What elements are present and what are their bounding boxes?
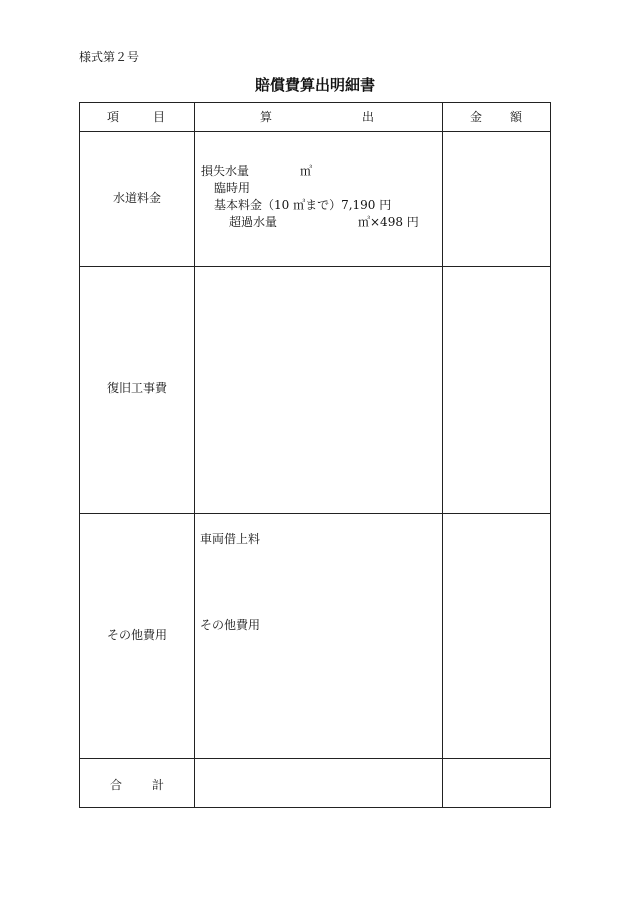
document-title: 賠償費算出明細書 [254,76,375,94]
row-divider-restoration [80,513,550,514]
row-divider-header [80,131,550,132]
row-label-other: その他費用 [106,628,167,642]
basic-fee-line: 基本料金（10 ㎥まで）7,190 円 [214,198,392,212]
header-item-char-1: 項 [107,110,120,124]
row-label-water: 水道料金 [112,191,161,205]
total-label-char-1: 合 [110,778,123,792]
header-amount-char-2: 額 [510,110,523,124]
excess-water-rate: ㎥×498 円 [358,215,419,229]
excess-water-label: 超過水量 [229,215,278,229]
row-label-restoration: 復旧工事費 [106,381,167,395]
total-label-char-2: 計 [152,778,165,792]
header-calc-char-1: 算 [260,110,273,124]
header-amount-char-1: 金 [470,110,483,124]
loss-water-unit: ㎥ [300,164,313,178]
header-calc-char-2: 出 [362,110,375,124]
other-expense-label: その他費用 [200,618,261,632]
form-number: 様式第２号 [79,50,140,64]
column-divider-1 [194,103,195,807]
loss-water-label: 損失水量 [201,164,250,178]
header-item-char-2: 目 [153,110,166,124]
vehicle-rental-label: 車両借上料 [200,532,261,546]
row-divider-water [80,266,550,267]
row-divider-other [80,758,550,759]
calculation-table [79,102,551,808]
temporary-use-label: 臨時用 [214,181,251,195]
column-divider-2 [442,103,443,807]
